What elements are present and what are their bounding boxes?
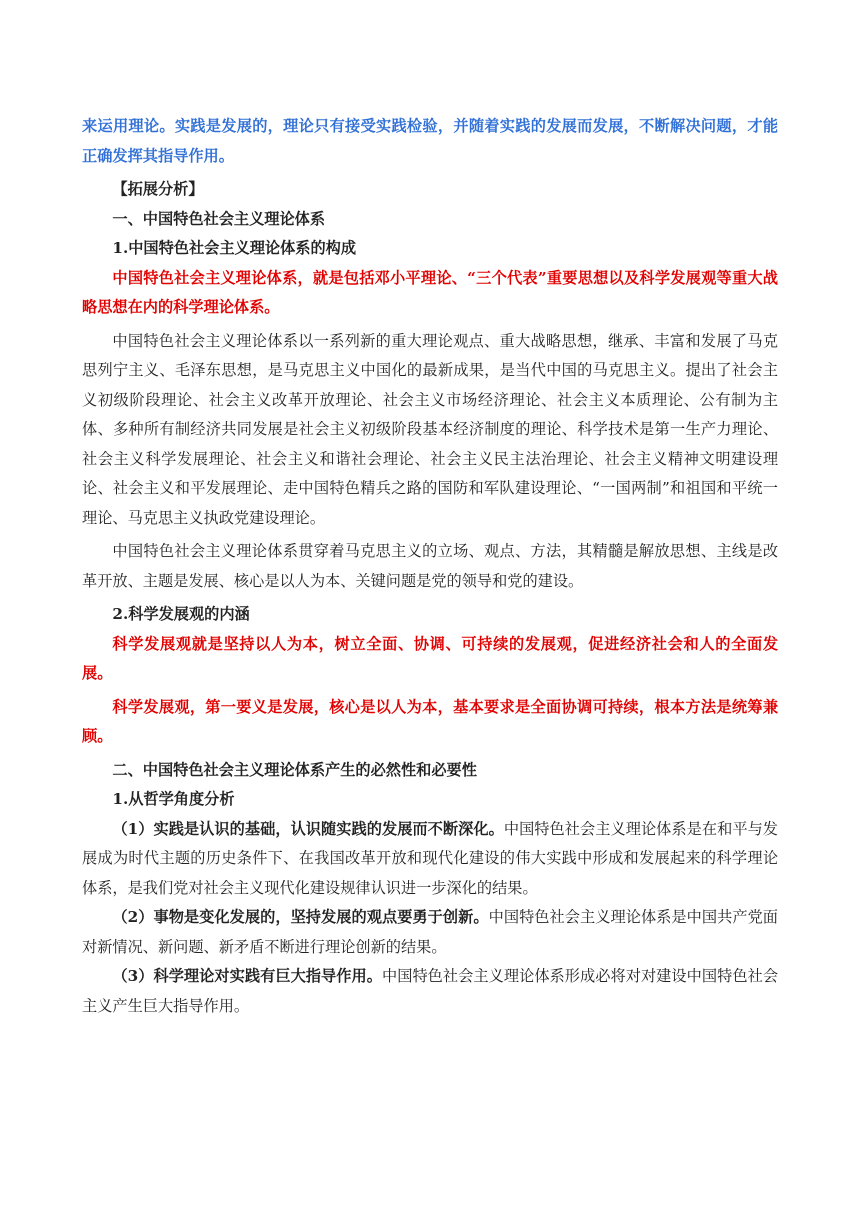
section1-sub1-paragraph2: 中国特色社会主义理论体系贯穿着马克思主义的立场、观点、方法，其精髓是解放思想、主线是改革开放、主题是发展、核心是以人为本、关键问题是党的领导和党的建设。 [82, 542, 778, 590]
section2-heading: 二、中国特色社会主义理论体系产生的必然性和必要性 [112, 760, 477, 779]
section2-item-2-rest: 中国特色社会主义理论体系是中国共产党面对新情况、新问题、新矛盾不断进行理论创新的结果。 [82, 908, 778, 956]
section1-sub2-heading: 2.科学发展观的内涵 [112, 605, 250, 623]
section2-item-3-lead: （3）科学理论对实践有巨大指导作用。 [112, 967, 382, 985]
section2-item-1-lead: （1）实践是认识的基础，认识随实践的发展而不断深化。 [112, 819, 504, 838]
section1-sub1-paragraph1: 中国特色社会主义理论体系以一系列新的重大理论观点、重大战略思想，继承、丰富和发展了马克思列宁主义、毛泽东思想，是马克思主义中国化的最新成果，是当代中国的马克思主义。提出了社会主义初级阶段理论、社会主义改革开放理论、社会主义市场经济理论、社会主义本质理论、公有制为主体、多种所有制经济共同发展是社会主义初级阶段基本经济制度的理论、科学技术是第一生产力理论、社会主义科学发展理论、社会主义和谐社会理论、社会主义民主法治理论、社会主义精神文明建设理论、社会主义和平发展理论、走中国特色精兵之路的国防和军队建设理论、“一国两制”和祖国和平统一理论、马克思主义执政党建设理论。 [82, 331, 778, 527]
document-page [82, 112, 778, 1021]
intro-paragraph: 来运用理论。实践是发展的，理论只有接受实践检验，并随着实践的发展而发展，不断解决问题，才能正确发挥其指导作用。 [82, 117, 778, 165]
section1-sub2-key-text1: 科学发展观就是坚持以人为本，树立全面、协调、可持续的发展观，促进经济社会和人的全面发展。 [82, 634, 778, 682]
section1-sub1-key-text: 中国特色社会主义理论体系，就是包括邓小平理论、“三个代表”重要思想以及科学发展观等重大战略思想在内的科学理论体系。 [82, 268, 778, 316]
section1-heading: 一、中国特色社会主义理论体系 [112, 209, 326, 228]
section2-item-3 [82, 962, 778, 1021]
section1-sub2-key-text2: 科学发展观，第一要义是发展，核心是以人为本，基本要求是全面协调可持续，根本方法是统筹兼顾。 [82, 697, 778, 745]
section2-item-1-rest: 中国特色社会主义理论体系是在和平与发展成为时代主题的历史条件下、在我国改革开放和现代化建设的伟大实践中形成和发展起来的科学理论体系，是我们党对社会主义现代化建设规律认识进一步深化的结果。 [82, 819, 778, 897]
section2-item-2-lead: （2）事物是变化发展的，坚持发展的观点要勇于创新。 [112, 908, 489, 926]
section1-sub1-heading: 1.中国特色社会主义理论体系的构成 [112, 239, 357, 257]
section2-sub1-heading: 1.从哲学角度分析 [112, 790, 235, 808]
section2-item-2 [82, 903, 778, 962]
section2-item-1 [82, 815, 778, 904]
section2-item-3-rest: 中国特色社会主义理论体系形成必将对对建设中国特色社会主义产生巨大指导作用。 [82, 967, 779, 1015]
extended-analysis-title: 【拓展分析】 [112, 180, 204, 198]
